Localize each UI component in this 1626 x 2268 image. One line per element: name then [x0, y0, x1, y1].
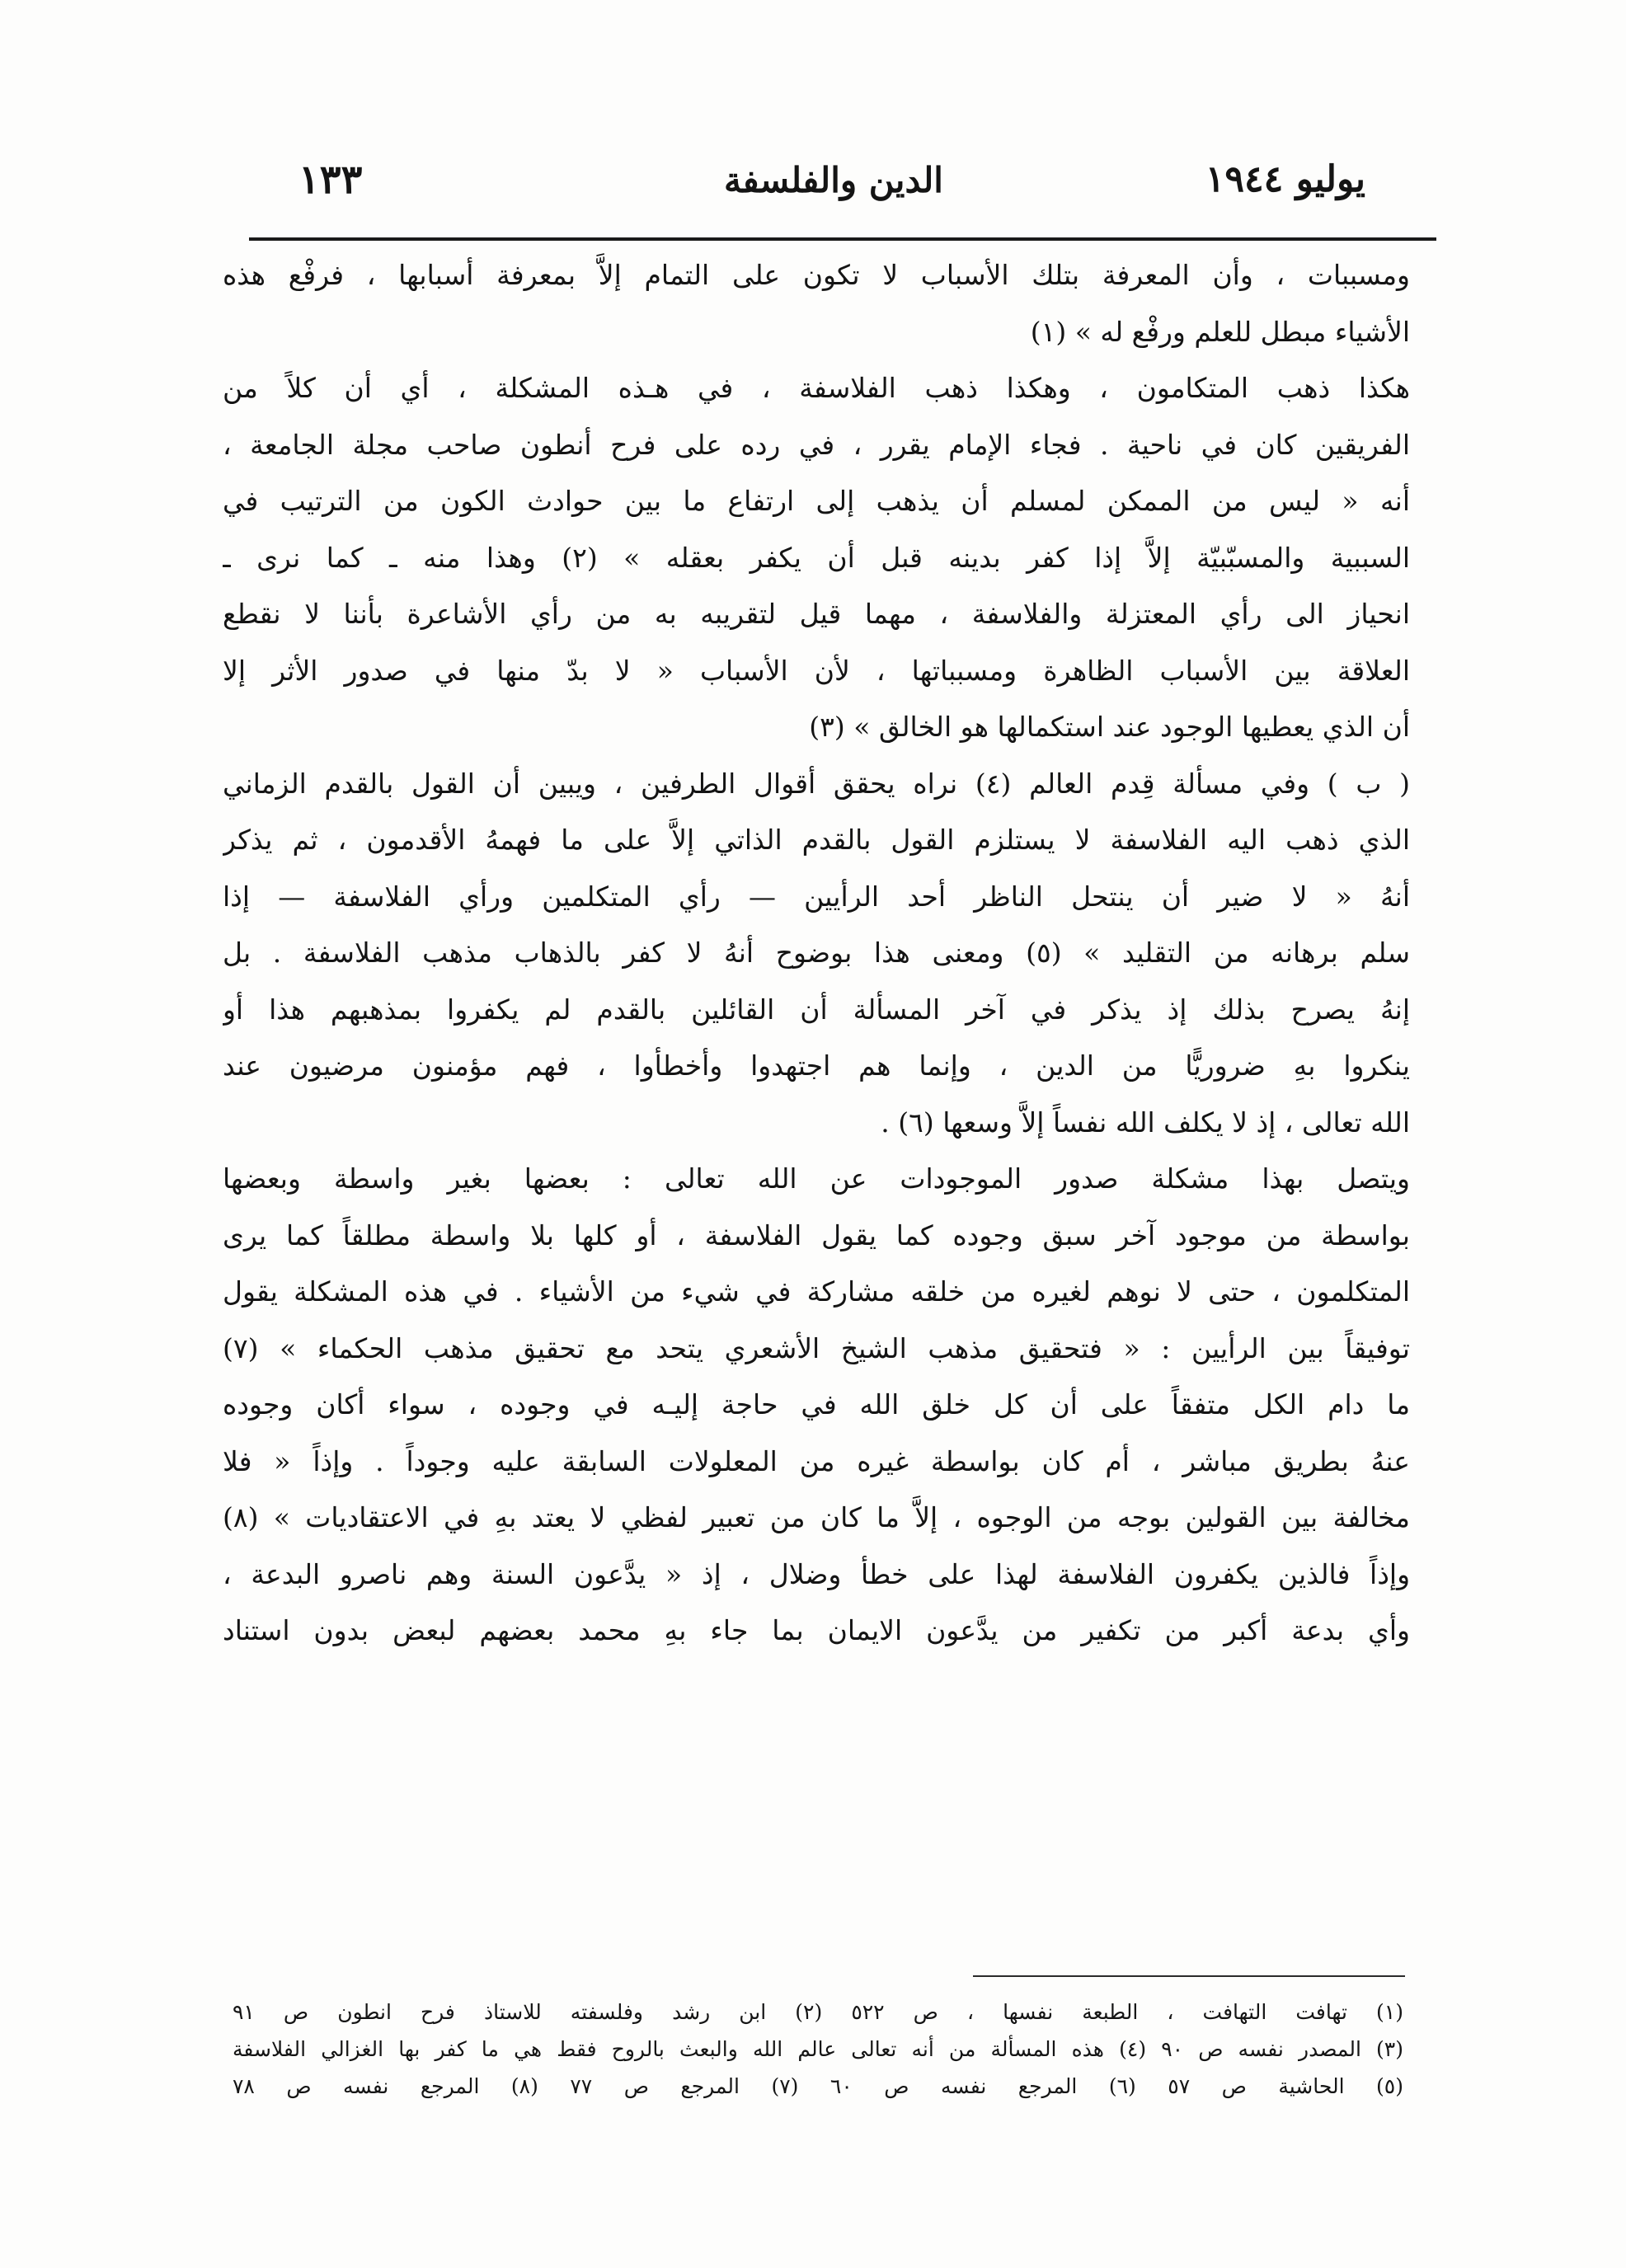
- body-line: عنهُ بطريق مباشر ، أم كان بواسطة غيره من المعلولات السابقة عليه وجوداً . وإذاً « فلا: [223, 1444, 1410, 1477]
- body-line: هكذا ذهب المتكامون ، وهكذا ذهب الفلاسفة ، في هـذه المشكلة ، أي أن كلاً من: [223, 372, 1410, 404]
- footnote-divider: [973, 1975, 1405, 1977]
- body-line: ( ب ) وفي مسألة قِدم العالم (٤) نراه يحقق أقوال الطرفين ، ويبين أن القول بالقدم الزماني: [223, 767, 1410, 800]
- footnotes: [233, 1993, 1403, 2105]
- body-line: توفيقاً بين الرأيين : « فتحقيق مذهب الشيخ الأشعري يتحد مع تحقيق مذهب الحكماء » (٧): [223, 1331, 1410, 1364]
- body-line: الله تعالى ، إذ لا يكلف الله نفساً إلاَّ وسعها (٦) .: [881, 1106, 1410, 1139]
- body-line: الذي ذهب اليه الفلاسفة لا يستلزم القول بالقدم الذاتي إلاَّ على ما فهمهُ الأقدمون ، ثم يذكر: [223, 824, 1410, 856]
- footnote-line: (١) تهافت التهافت ، الطبعة نفسها ، ص ٥٢٢ (٢) ابن رشد وفلسفته للاستاذ فرح انطون ص ٩١: [233, 2000, 1403, 2024]
- body-line: العلاقة بين الأسباب الظاهرة ومسبباتها ، لأن الأسباب « لا بدّ منها في صدور الأثر إلا: [223, 654, 1410, 687]
- body-line: انحياز الى رأي المعتزلة والفلاسفة ، مهما قيل لتقريبه به من رأي الأشاعرة بأننا لا نقطع: [223, 598, 1410, 630]
- body-line: ينكروا بهِ ضروريًّا من الدين ، وإنما هم اجتهدوا وأخطأوا ، فهم مؤمنون مرضيون عند: [223, 1049, 1410, 1082]
- body-line: السببية والمسبّبيّة إلاَّ إذا كفر بدينه قبل أن يكفر بعقله » (٢) وهذا منه ـ كما نرى ـ: [223, 541, 1410, 574]
- body-text: [223, 247, 1410, 1660]
- body-line: وإذاً فالذين يكفرون الفلاسفة لهذا على خطأ وضلال ، إذ « يدَّعون السنة وهم ناصرو البدعة ،: [223, 1557, 1410, 1590]
- body-line: إنهُ يصرح بذلك إذ يذكر في آخر المسألة أن القائلين بالقدم لم يكفروا بمذهبهم هذا أو: [223, 993, 1410, 1026]
- footnote-line: (٥) الحاشية ص ٥٧ (٦) المرجع نفسه ص ٦٠ (٧) المرجع ص ٧٧ (٨) المرجع نفسه ص ٧٨: [233, 2074, 1403, 2098]
- body-line: الفريقين كان في ناحية . فجاء الإمام يقرر ، في رده على فرح أنطون صاحب مجلة الجامعة ،: [223, 428, 1410, 461]
- body-line: الأشياء مبطل للعلم ورفْع له » (١): [1030, 315, 1410, 348]
- body-line: ومسببات ، وأن المعرفة بتلك الأسباب لا تكون على التمام إلاَّ بمعرفة أسبابها ، فرفْع هذه: [223, 259, 1410, 291]
- issue-date: يوليو ١٩٤٤: [1205, 158, 1365, 200]
- body-line: أنهُ « لا ضير أن ينتحل الناظر أحد الرأيين — رأي المتكلمين ورأي الفلاسفة — إذا: [223, 880, 1410, 913]
- header-divider: [249, 237, 1436, 241]
- body-line: أن الذي يعطيها الوجود عند استكمالها هو الخالق » (٣): [809, 711, 1410, 743]
- page-number: ١٣٣: [298, 157, 363, 203]
- footnote-line: (٣) المصدر نفسه ص ٩٠ (٤) هذه المسألة من أنه تعالى عالم الله والبعث بالروح فقط هي ما كفر بها الغزالي الفلاسفة: [233, 2037, 1403, 2061]
- body-line: أنه « ليس من الممكن لمسلم أن يذهب إلى ارتفاع ما بين حوادث الكون من الترتيب في: [223, 485, 1410, 517]
- body-line: ما دام الكل متفقاً على أن كل خلق الله في حاجة إليـه في وجوده ، سواء أكان وجوده: [223, 1388, 1410, 1420]
- body-line: مخالفة بين القولين بوجه من الوجوه ، إلاَّ ما كان من تعبير لفظي لا يعتد بهِ في الاعتقاديات » (٨): [223, 1501, 1410, 1533]
- body-line: بواسطة من موجود آخر سبق وجوده كما يقول الفلاسفة ، أو كلها بلا واسطة مطلقاً كما يرى: [223, 1219, 1410, 1251]
- body-line: وأي بدعة أكبر من تكفير من يدَّعون الايمان بما جاء بهِ محمد بعضهم لبعض بدون استناد: [223, 1614, 1410, 1646]
- body-line: المتكلمون ، حتى لا نوهم لغيره من خلقه مشاركة في شيء من الأشياء . في هذه المشكلة يقول: [223, 1275, 1410, 1308]
- body-line: ويتصل بهذا مشكلة صدور الموجودات عن الله تعالى : بعضها بغير واسطة وبعضها: [223, 1162, 1410, 1195]
- running-title: الدين والفلسفة: [724, 160, 943, 200]
- page-header: [244, 150, 1423, 216]
- body-line: سلم برهانه من التقليد » (٥) ومعنى هذا بوضوح أنهُ لا كفر بالذهاب مذهب الفلاسفة . بل: [223, 937, 1410, 969]
